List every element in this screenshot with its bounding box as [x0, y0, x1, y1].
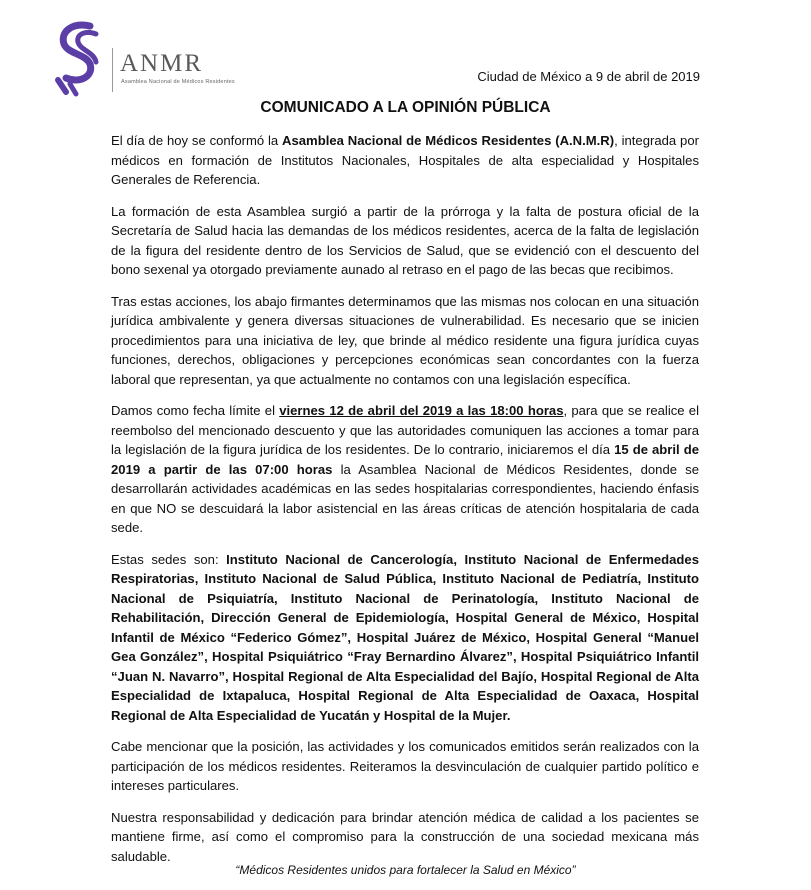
org-subtitle: Asamblea Nacional de Médicos Residentes — [121, 79, 235, 85]
paragraph-6: Cabe mencionar que la posición, las actividades y los comunicados emitidos serán realizados con la participación de los médicos residentes. Reiteramos la desvinculación de cualquier partido político e intereses particulares. — [111, 739, 699, 793]
sedes-list: Instituto Nacional de Cancerología, Instituto Nacional de Enfermedades Respiratorias, Instituto Nacional de Salud Pública, Instituto Nacional de Pediatría, Instituto Nacional de Psiquiatría, Instituto Nacional de Perinatología, Instituto Nacional de Rehabilitación, Dirección General de Epidemiología, Hospital General de México, Hospital Infantil de México “Federico Gómez”, Hospital Juárez de México, Hospital General “Manuel Gea González”, Hospital Psiquiátrico “Fray Bernardino Álvarez”, Hospital Psiquiátrico Infantil “Juan N. Navarro”, Hospital Regional de Alta Especialidad del Bajío, Hospital Regional de Alta Especialidad de Ixtapaluca, Hospital Regional de Alta Especialidad de Oaxaca, Hospital Regional de Alta Especialidad de Yucatán y Hospital de la Mujer. — [111, 551, 699, 723]
tagline: “Médicos Residentes unidos para fortalecer la Salud en México” — [235, 863, 576, 877]
document-body — [111, 131, 699, 878]
paragraph-1: El día de hoy se conformó la Asamblea Nacional de Médicos Residentes (A.N.M.R), integrada por médicos en formación de Institutos Nacionales, Hospitales de alta especialidad y Hospitales Generales de Referencia. — [111, 133, 699, 187]
document-title: COMUNICADO A LA OPINIÓN PÚBLICA — [260, 99, 551, 116]
paragraph-2: La formación de esta Asamblea surgió a partir de la prórroga y la falta de postura oficial de la Secretaría de Salud hacia las demandas de los médicos residentes, acerca de la falta de legislación de la figura del residente dentro de los Servicios de Salud, que se evidenció con el descuento del bono sexenal ya otorgado previamente aunado al retraso en el pago de las becas que recibimos. — [111, 203, 699, 277]
place-date: Ciudad de México a 9 de abril de 2019 — [477, 69, 700, 84]
org-acronym: ANMR — [120, 50, 204, 77]
paragraph-7: Nuestra responsabilidad y dedicación para brindar atención médica de calidad a los pacientes se mantiene firme, así como el compromiso para la construcción de una sociedad mexicana más saludable. — [111, 809, 699, 864]
logo-divider — [112, 48, 113, 92]
paragraph-3: Tras estas acciones, los abajo firmantes determinamos que las mismas nos colocan en una situación jurídica ambivalente y genera diversas situaciones de vulnerabilidad. Es necesario que se inicien procedimientos para una iniciativa de ley, que brinde al médico residente una figura jurídica cuyas funciones, derechos, obligaciones y percepciones económicas sean concordantes con la fuerza laboral que representan, ya que actualmente no contamos con una legislación específica. — [111, 293, 699, 387]
paragraph-4: Damos como fecha límite el viernes 12 de abril del 2019 a las 18:00 horas, para que se realice el reembolso del mencionado descuento y que las autoridades comuniquen las acciones a tomar para la legislación de la figura jurídica de los residentes. De lo contrario, iniciaremos el día 15 de abril de 2019 a partir de las 07:00 horas la Asamblea Nacional de Médicos Residentes, donde se desarrollarán actividades académicas en las sedes hospitalarias correspondientes, haciendo énfasis en que NO se descuidará la labor asistencial en las áreas críticas de atención hospitalaria de cada sede. — [111, 403, 699, 535]
paragraph-5: Estas sedes son: Instituto Nacional de Cancerología, Instituto Nacional de Enfermedades Respiratorias, Instituto Nacional de Salud Pública, Instituto Nacional de Pediatría, Instituto Nacional de Psiquiatría, Instituto Nacional de Perinatología, Instituto Nacional de Rehabilitación, Dirección General de Epidemiología, Hospital General de México, Hospital Infantil de México “Federico Gómez”, Hospital Juárez de México, Hospital General “Manuel Gea González”, Hospital Psiquiátrico “Fray Bernardino Álvarez”, Hospital Psiquiátrico Infantil “Juan N. Navarro”, Hospital Regional de Alta Especialidad del Bajío, Hospital Regional de Alta Especialidad de Ixtapaluca, Hospital Regional de Alta Especialidad de Oaxaca, Hospital Regional de Alta Especialidad de Yucatán y Hospital de la Mujer. — [111, 551, 699, 723]
start-date: 15 de abril de 2019 a partir de las 07:00 horas — [111, 442, 699, 477]
deadline-date: viernes 12 de abril del 2019 a las 18:00 horas — [279, 403, 564, 418]
anmr-emblem-icon — [50, 18, 110, 98]
